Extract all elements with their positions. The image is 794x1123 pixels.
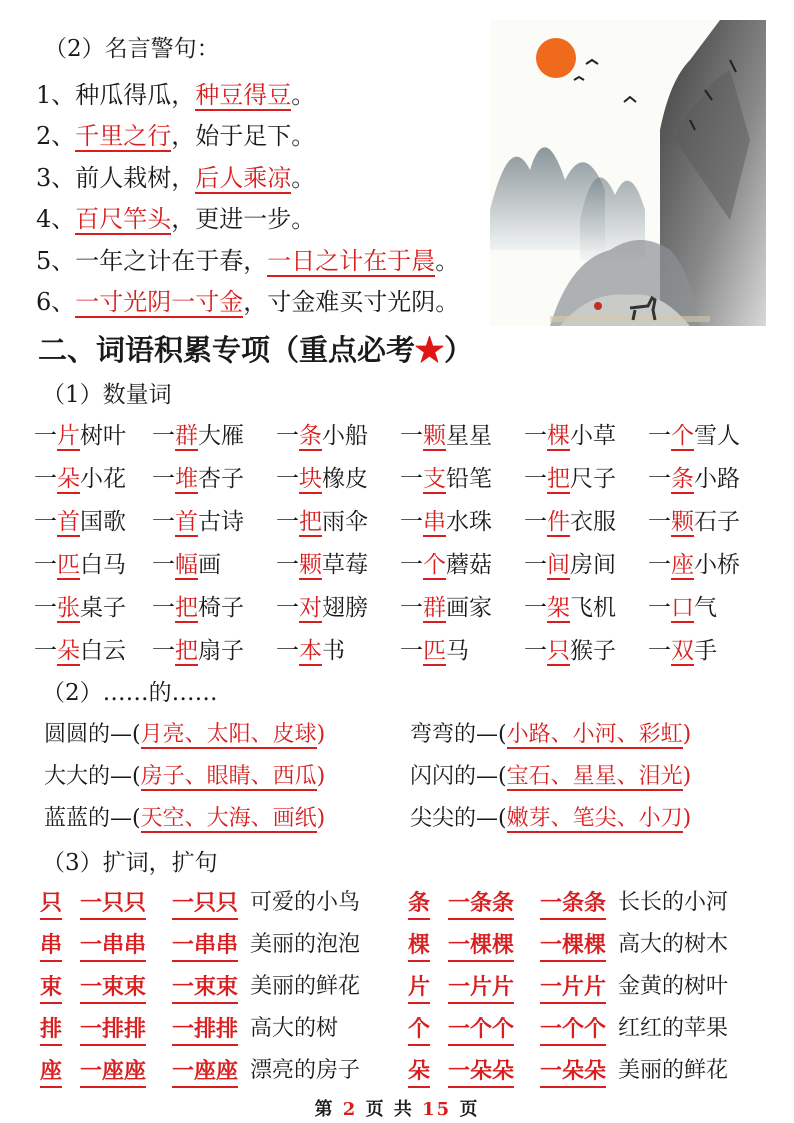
de-answer: 小路、小河、彩虹 — [506, 722, 683, 747]
expand-phrase-tail: 美丽的泡泡 — [250, 932, 361, 957]
measure-item — [152, 507, 244, 537]
measure-noun: 气 — [694, 595, 717, 621]
section-title: 二、词语积累专项（重点必考 — [38, 333, 416, 367]
measure-item — [524, 421, 616, 451]
measure-prefix: 一 — [276, 552, 299, 578]
measure-noun: 水珠 — [446, 509, 492, 535]
measure-answer: 朵 — [57, 638, 80, 664]
ink-landscape-illustration — [490, 20, 766, 326]
expand-word: 一个个 — [448, 1014, 514, 1046]
measure-prefix: 一 — [648, 552, 671, 578]
de-answer: 宝石、星星、泪光 — [506, 764, 683, 789]
measure-noun: 橡皮 — [322, 466, 368, 492]
measure-item — [400, 550, 492, 580]
expand-phrase-tail: 美丽的鲜花 — [618, 1058, 729, 1083]
expand-word: 一串串 — [80, 930, 146, 962]
measure-prefix: 一 — [152, 423, 175, 449]
measure-noun: 铅笔 — [446, 466, 492, 492]
measure-noun: 翅膀 — [322, 595, 368, 621]
expand-word: 一只只 — [80, 888, 146, 920]
measure-noun: 小桥 — [694, 552, 740, 578]
de-text: 圆圆的—( — [44, 722, 141, 747]
measure-noun: 书 — [322, 638, 345, 664]
de-text: ) — [316, 806, 326, 831]
quote-text: ，更进一步。 — [171, 205, 316, 233]
measure-noun: 小路 — [694, 466, 740, 492]
de-text: 弯弯的—( — [410, 722, 507, 747]
measure-item — [152, 593, 244, 623]
section-heading — [38, 332, 473, 368]
measure-prefix: 一 — [400, 466, 423, 492]
de-phrase — [44, 720, 325, 750]
measure-prefix: 一 — [152, 509, 175, 535]
quotes-heading: （2）名言警句： — [44, 36, 220, 62]
measure-answer: 把 — [175, 595, 198, 621]
measure-noun: 树叶 — [80, 423, 126, 449]
de-phrase — [410, 762, 691, 792]
measure-heading: （1）数量词 — [42, 382, 172, 408]
expand-char: 排 — [40, 1014, 62, 1046]
measure-item — [34, 464, 126, 494]
measure-answer: 堆 — [175, 466, 198, 492]
expand-phrase-tail: 高大的树木 — [618, 932, 729, 957]
quote-number: 1、 — [36, 81, 76, 109]
measure-noun: 星星 — [446, 423, 492, 449]
measure-item — [34, 593, 126, 623]
measure-prefix: 一 — [524, 466, 547, 492]
measure-prefix: 一 — [524, 423, 547, 449]
measure-noun: 大雁 — [198, 423, 244, 449]
expand-char: 棵 — [408, 930, 430, 962]
measure-prefix: 一 — [34, 466, 57, 492]
measure-item — [152, 464, 244, 494]
quote-text: 种瓜得瓜， — [75, 81, 196, 109]
measure-prefix: 一 — [648, 638, 671, 664]
measure-item — [524, 550, 616, 580]
measure-noun: 猴子 — [570, 638, 616, 664]
measure-prefix: 一 — [276, 638, 299, 664]
measure-noun: 画 — [198, 552, 221, 578]
quote-number: 2、 — [36, 122, 76, 150]
measure-answer: 间 — [547, 552, 570, 578]
measure-prefix: 一 — [276, 509, 299, 535]
de-phrase — [44, 762, 325, 792]
expand-char: 只 — [40, 888, 62, 920]
expand-word: 一朵朵 — [448, 1056, 514, 1088]
measure-prefix: 一 — [34, 552, 57, 578]
quote-text: 前人栽树， — [75, 164, 196, 192]
measure-answer: 块 — [299, 466, 322, 492]
measure-answer: 架 — [547, 595, 570, 621]
measure-answer: 颗 — [423, 423, 446, 449]
de-text: ) — [682, 722, 692, 747]
measure-item — [276, 507, 368, 537]
measure-answer: 支 — [423, 466, 446, 492]
page-footer — [0, 1095, 794, 1121]
expand-char: 片 — [408, 972, 430, 1004]
quote-number: 3、 — [36, 164, 76, 192]
measure-item — [648, 636, 717, 666]
de-answer: 房子、眼睛、西瓜 — [140, 764, 317, 789]
measure-noun: 衣服 — [570, 509, 616, 535]
measure-prefix: 一 — [152, 595, 175, 621]
measure-item — [400, 636, 469, 666]
de-text: ) — [316, 764, 326, 789]
measure-answer: 本 — [299, 638, 322, 664]
expand-phrase-head: 一条条 — [540, 888, 606, 920]
quote-text: 一年之计在于春， — [75, 247, 268, 275]
expand-char: 个 — [408, 1014, 430, 1046]
measure-item — [34, 507, 126, 537]
de-text: 闪闪的—( — [410, 764, 507, 789]
measure-item — [648, 593, 717, 623]
quote-answer: 一寸光阴一寸金 — [75, 288, 244, 316]
expand-word: 一条条 — [448, 888, 514, 920]
measure-noun: 桌子 — [80, 595, 126, 621]
measure-noun: 国歌 — [80, 509, 126, 535]
measure-answer: 匹 — [423, 638, 446, 664]
measure-prefix: 一 — [276, 595, 299, 621]
expand-char: 串 — [40, 930, 62, 962]
expand-phrase-tail: 红红的苹果 — [618, 1016, 729, 1041]
measure-noun: 白马 — [80, 552, 126, 578]
measure-prefix: 一 — [400, 638, 423, 664]
measure-prefix: 一 — [400, 423, 423, 449]
expand-phrase-head: 一个个 — [540, 1014, 606, 1046]
measure-answer: 颗 — [671, 509, 694, 535]
expand-word: 一片片 — [448, 972, 514, 1004]
quote-line — [36, 163, 315, 193]
de-phrase — [410, 804, 691, 834]
measure-noun: 杏子 — [198, 466, 244, 492]
measure-item — [524, 593, 616, 623]
measure-noun: 房间 — [570, 552, 616, 578]
measure-answer: 片 — [57, 423, 80, 449]
measure-noun: 小船 — [322, 423, 368, 449]
measure-answer: 口 — [671, 595, 694, 621]
expand-phrase-tail: 美丽的鲜花 — [250, 974, 361, 999]
expand-heading: （3）扩词，扩句 — [42, 850, 218, 876]
measure-noun: 尺子 — [570, 466, 616, 492]
measure-noun: 石子 — [694, 509, 740, 535]
measure-answer: 座 — [671, 552, 694, 578]
measure-item — [648, 507, 740, 537]
measure-prefix: 一 — [34, 509, 57, 535]
measure-item — [34, 421, 126, 451]
measure-prefix: 一 — [524, 509, 547, 535]
measure-answer: 条 — [671, 466, 694, 492]
measure-item — [152, 421, 244, 451]
measure-noun: 马 — [446, 638, 469, 664]
measure-prefix: 一 — [648, 466, 671, 492]
de-answer: 天空、大海、画纸 — [140, 806, 317, 831]
expand-phrase-head: 一串串 — [172, 930, 238, 962]
measure-noun: 雪人 — [694, 423, 740, 449]
de-text: ) — [682, 764, 692, 789]
measure-noun: 小花 — [80, 466, 126, 492]
measure-answer: 串 — [423, 509, 446, 535]
quote-line — [36, 204, 315, 234]
expand-phrase-head: 一排排 — [172, 1014, 238, 1046]
measure-item — [276, 593, 368, 623]
de-text: 大大的—( — [44, 764, 141, 789]
footer-text: 第 — [314, 1099, 343, 1120]
measure-answer: 对 — [299, 595, 322, 621]
expand-phrase-tail: 金黄的树叶 — [618, 974, 729, 999]
measure-item — [276, 421, 368, 451]
measure-item — [152, 550, 221, 580]
expand-phrase-tail: 可爱的小鸟 — [250, 890, 361, 915]
quote-line — [36, 80, 315, 110]
measure-prefix: 一 — [34, 423, 57, 449]
measure-item — [400, 421, 492, 451]
measure-item — [648, 550, 740, 580]
measure-answer: 颗 — [299, 552, 322, 578]
measure-answer: 条 — [299, 423, 322, 449]
quote-text: ，始于足下。 — [171, 122, 316, 150]
measure-item — [648, 464, 740, 494]
measure-answer: 件 — [547, 509, 570, 535]
quote-line — [36, 246, 459, 276]
de-text: ) — [682, 806, 692, 831]
de-answer: 嫩芽、笔尖、小刀 — [506, 806, 683, 831]
quote-text: 。 — [435, 247, 460, 275]
quote-answer: 后人乘凉 — [195, 164, 292, 192]
measure-answer: 个 — [423, 552, 446, 578]
measure-answer: 幅 — [175, 552, 198, 578]
measure-answer: 棵 — [547, 423, 570, 449]
measure-item — [34, 636, 126, 666]
expand-phrase-tail: 长长的小河 — [618, 890, 729, 915]
quote-number: 4、 — [36, 205, 76, 233]
quote-line — [36, 287, 459, 317]
measure-prefix: 一 — [400, 509, 423, 535]
quote-line — [36, 121, 315, 151]
expand-word: 一束束 — [80, 972, 146, 1004]
measure-noun: 古诗 — [198, 509, 244, 535]
measure-prefix: 一 — [276, 423, 299, 449]
de-text: 尖尖的—( — [410, 806, 507, 831]
measure-noun: 白云 — [80, 638, 126, 664]
measure-item — [152, 636, 244, 666]
expand-char: 座 — [40, 1056, 62, 1088]
de-text: ) — [316, 722, 326, 747]
de-phrase — [410, 720, 691, 750]
expand-char: 条 — [408, 888, 430, 920]
measure-answer: 个 — [671, 423, 694, 449]
expand-word: 一排排 — [80, 1014, 146, 1046]
expand-phrase-head: 一只只 — [172, 888, 238, 920]
expand-word: 一座座 — [80, 1056, 146, 1088]
expand-phrase-head: 一束束 — [172, 972, 238, 1004]
measure-answer: 朵 — [57, 466, 80, 492]
measure-answer: 把 — [547, 466, 570, 492]
measure-prefix: 一 — [648, 423, 671, 449]
measure-prefix: 一 — [524, 595, 547, 621]
measure-answer: 首 — [57, 509, 80, 535]
measure-prefix: 一 — [648, 509, 671, 535]
measure-prefix: 一 — [34, 595, 57, 621]
measure-noun: 草莓 — [322, 552, 368, 578]
measure-prefix: 一 — [152, 466, 175, 492]
measure-answer: 双 — [671, 638, 694, 664]
measure-noun: 蘑菇 — [446, 552, 492, 578]
measure-noun: 扇子 — [198, 638, 244, 664]
de-text: 蓝蓝的—( — [44, 806, 141, 831]
page-number: 2 — [342, 1099, 358, 1120]
quote-number: 5、 — [36, 247, 76, 275]
expand-phrase-tail: 漂亮的房子 — [250, 1058, 361, 1083]
measure-item — [400, 507, 492, 537]
expand-phrase-head: 一棵棵 — [540, 930, 606, 962]
sun-icon — [536, 38, 576, 78]
measure-item — [34, 550, 126, 580]
quote-text: 。 — [291, 164, 316, 192]
star-icon: ★ — [415, 333, 445, 367]
expand-char: 束 — [40, 972, 62, 1004]
measure-prefix: 一 — [524, 552, 547, 578]
measure-prefix: 一 — [400, 552, 423, 578]
measure-item — [400, 464, 492, 494]
measure-item — [276, 464, 368, 494]
measure-answer: 把 — [175, 638, 198, 664]
footer-text: 页 — [451, 1099, 480, 1120]
measure-item — [276, 550, 368, 580]
expand-phrase-head: 一座座 — [172, 1056, 238, 1088]
quote-text: 。 — [291, 81, 316, 109]
measure-prefix: 一 — [276, 466, 299, 492]
measure-answer: 首 — [175, 509, 198, 535]
measure-item — [524, 507, 616, 537]
de-heading: （2）……的…… — [42, 680, 218, 706]
quote-answer: 种豆得豆 — [195, 81, 292, 109]
measure-noun: 雨伞 — [322, 509, 368, 535]
measure-prefix: 一 — [648, 595, 671, 621]
measure-prefix: 一 — [34, 638, 57, 664]
page-total: 15 — [422, 1099, 452, 1120]
measure-noun: 飞机 — [570, 595, 616, 621]
measure-prefix: 一 — [152, 638, 175, 664]
quote-number: 6、 — [36, 288, 76, 316]
measure-answer: 只 — [547, 638, 570, 664]
measure-answer: 群 — [423, 595, 446, 621]
measure-prefix: 一 — [400, 595, 423, 621]
measure-noun: 画家 — [446, 595, 492, 621]
expand-phrase-head: 一朵朵 — [540, 1056, 606, 1088]
measure-item — [276, 636, 345, 666]
footer-text: 页 共 — [357, 1099, 423, 1120]
measure-noun: 小草 — [570, 423, 616, 449]
quote-answer: 一日之计在于晨 — [267, 247, 436, 275]
measure-prefix: 一 — [152, 552, 175, 578]
measure-noun: 手 — [694, 638, 717, 664]
expand-phrase-head: 一片片 — [540, 972, 606, 1004]
expand-word: 一棵棵 — [448, 930, 514, 962]
expand-phrase-tail: 高大的树 — [250, 1016, 339, 1041]
measure-answer: 群 — [175, 423, 198, 449]
measure-answer: 张 — [57, 595, 80, 621]
measure-item — [524, 464, 616, 494]
traveler-icon — [594, 302, 602, 310]
quote-answer: 百尺竿头 — [75, 205, 172, 233]
de-answer: 月亮、太阳、皮球 — [140, 722, 317, 747]
de-phrase — [44, 804, 325, 834]
measure-item — [648, 421, 740, 451]
measure-prefix: 一 — [524, 638, 547, 664]
measure-answer: 把 — [299, 509, 322, 535]
expand-char: 朵 — [408, 1056, 430, 1088]
section-title-close: ） — [444, 333, 474, 367]
measure-item — [524, 636, 616, 666]
measure-item — [400, 593, 492, 623]
quote-text: ，寸金难买寸光阴。 — [243, 288, 460, 316]
quote-answer: 千里之行 — [75, 122, 172, 150]
measure-noun: 椅子 — [198, 595, 244, 621]
measure-answer: 匹 — [57, 552, 80, 578]
